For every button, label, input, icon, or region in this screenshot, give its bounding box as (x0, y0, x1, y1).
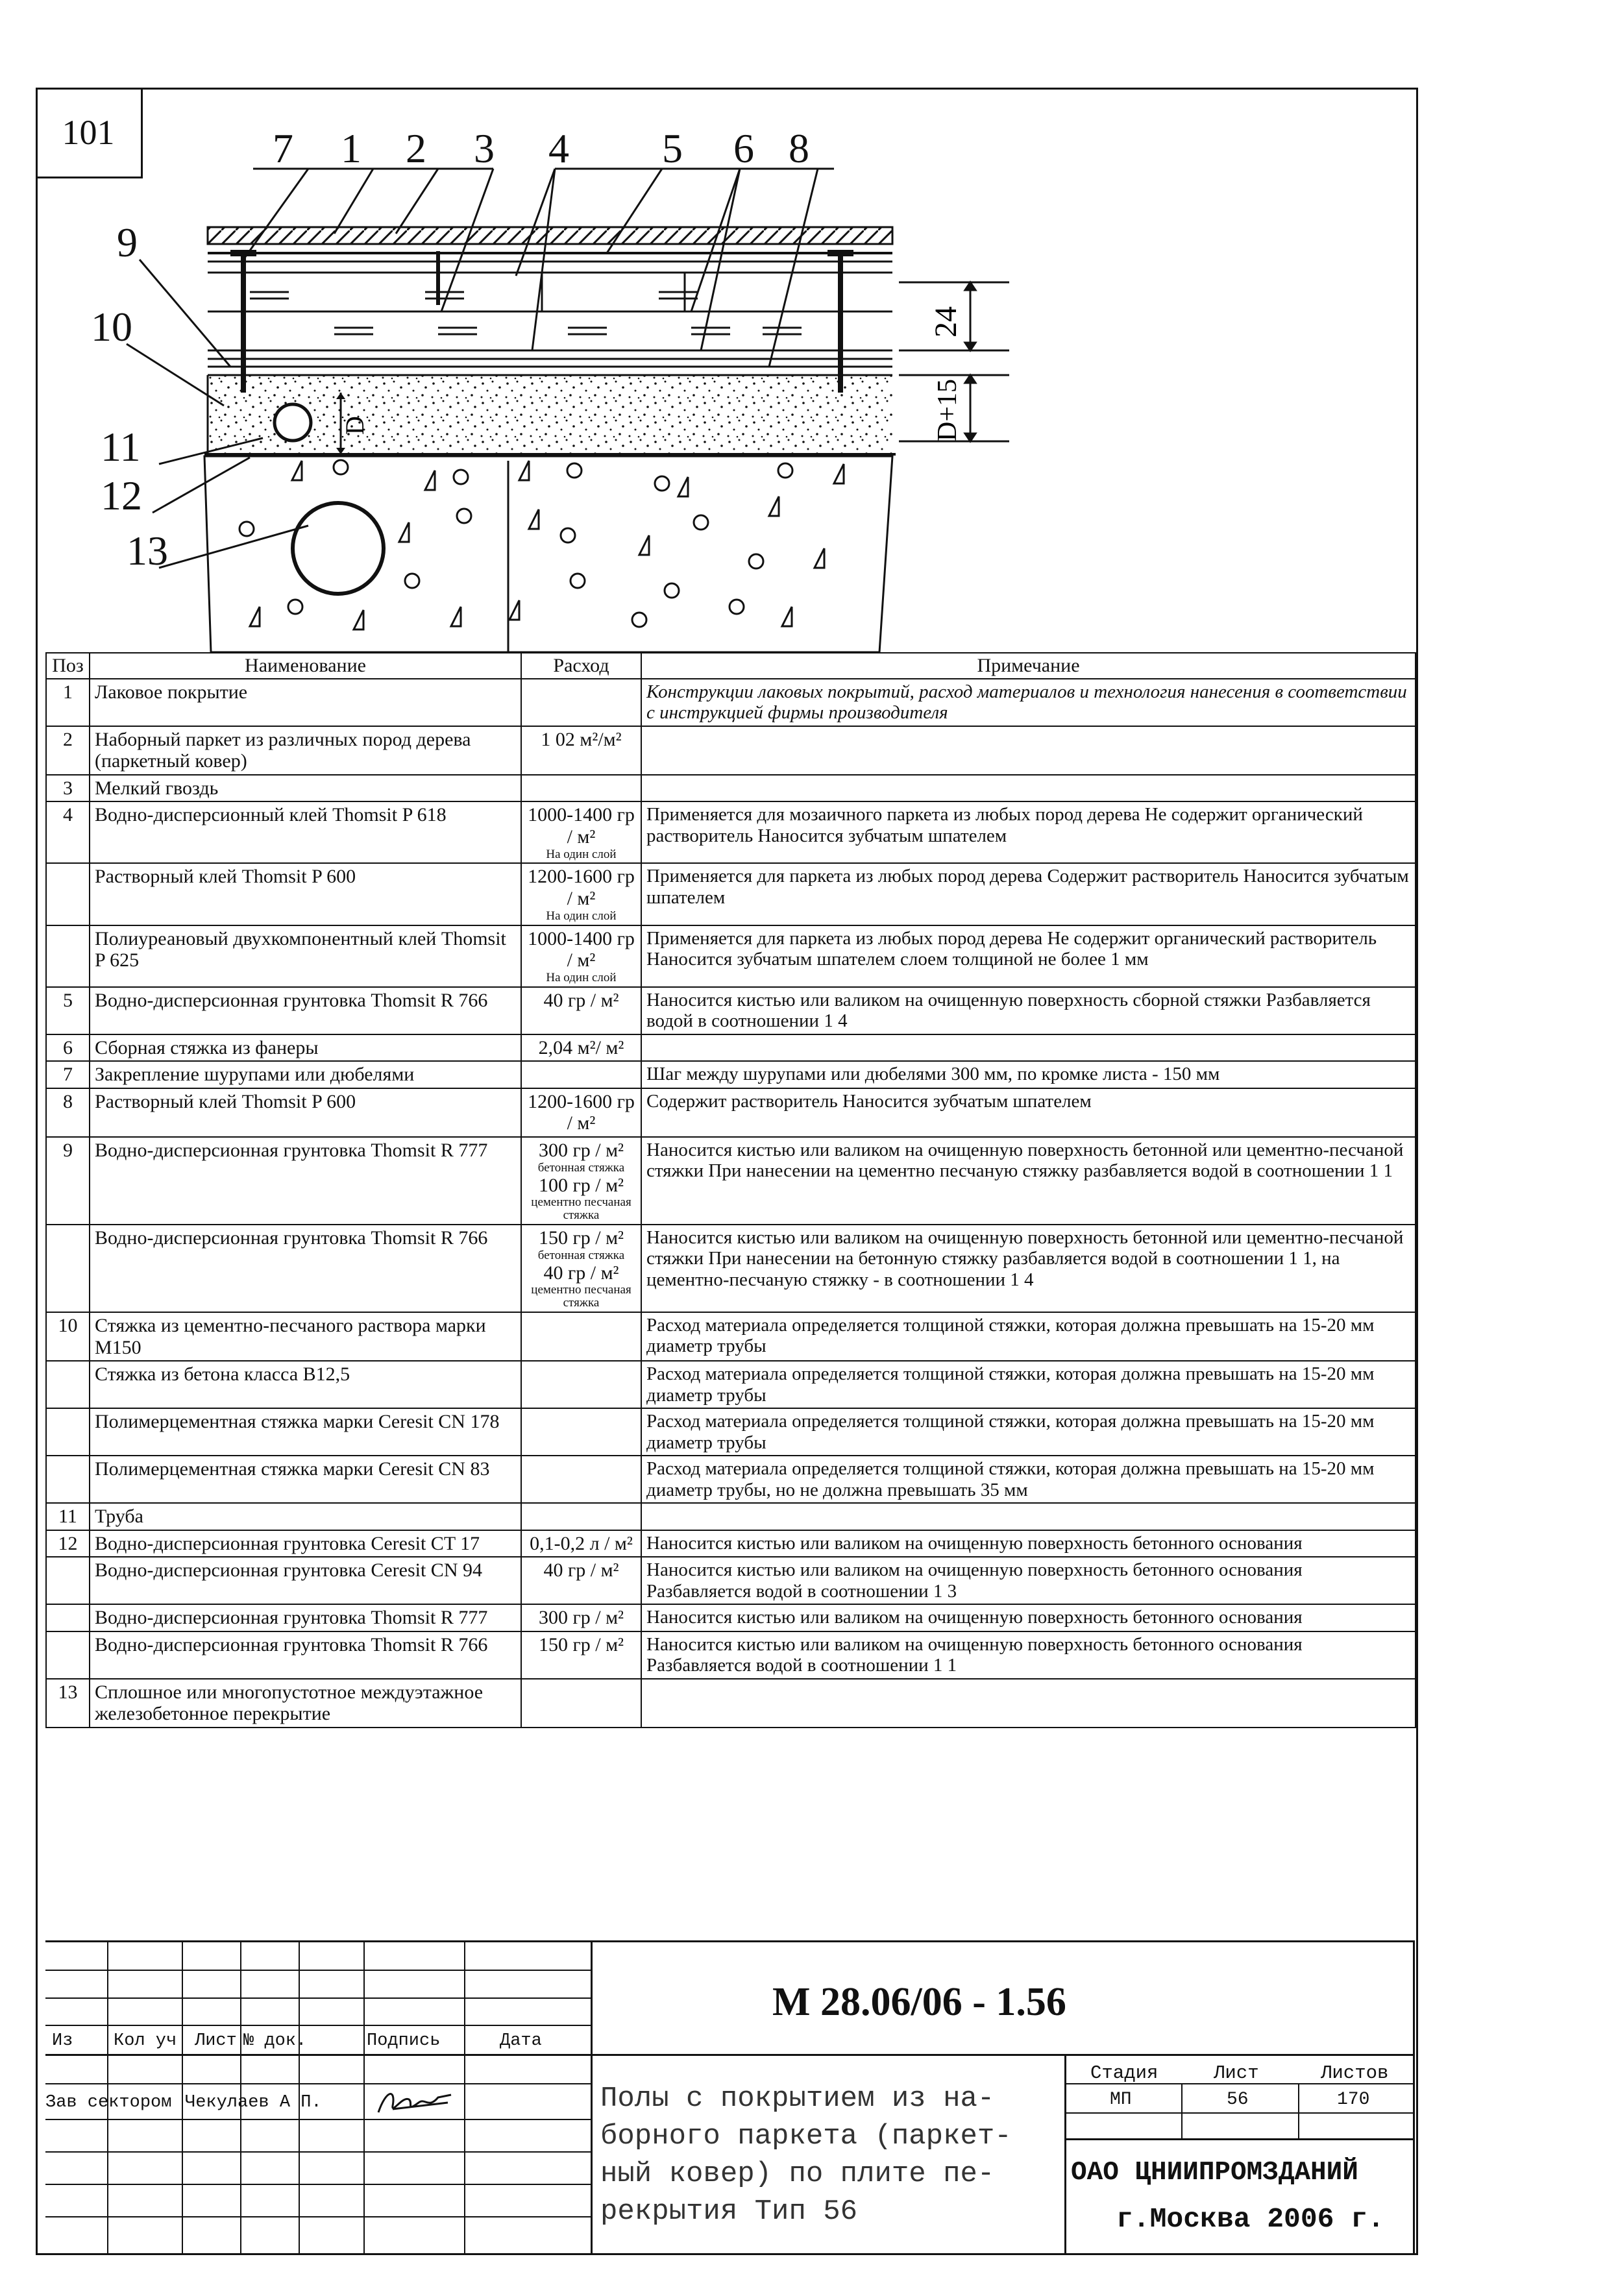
callout-12: 12 (101, 472, 142, 519)
callout-1: 1 (341, 125, 362, 171)
row-pos: 2 (46, 726, 90, 775)
col-sign: Подпись (367, 2031, 441, 2051)
row-amount: 2,04 м²/ м² (521, 1034, 641, 1062)
row-note (641, 1679, 1416, 1728)
row-pos (46, 1557, 90, 1604)
row-amount: 1 02 м²/м² (521, 726, 641, 775)
row-amount: 150 гр / м² бетонная стяжка 40 гр / м² цементно песчаная стяжка (521, 1225, 641, 1312)
header-note: Примечание (641, 653, 1416, 679)
row-amount (521, 1456, 641, 1503)
table-row (46, 801, 1416, 863)
row-amount: 1200-1600 гр / м² (521, 1088, 641, 1137)
sheet-label: Лист (1214, 2062, 1259, 2084)
pipe-diameter-label: D (340, 416, 369, 435)
sheets-label: Листов (1321, 2062, 1389, 2084)
header-name: Наименование (90, 653, 521, 679)
row-pos: 10 (46, 1312, 90, 1361)
row-name: Растворный клей Thomsit P 600 (90, 1088, 521, 1137)
callout-11: 11 (101, 424, 141, 470)
table-row (46, 1503, 1416, 1530)
callout-2: 2 (406, 125, 426, 171)
row-pos (46, 863, 90, 925)
row-name: Полиуреановый двухкомпонентный клей Thomsit P 625 (90, 925, 521, 987)
row-name: Сборная стяжка из фанеры (90, 1034, 521, 1062)
role-label: Зав сектором (45, 2093, 172, 2112)
row-pos: 8 (46, 1088, 90, 1137)
col-iz: Из (52, 2031, 73, 2051)
row-name: Полимерцементная стяжка марки Ceresit CN 178 (90, 1408, 521, 1456)
row-name: Водно-дисперсионная грунтовка Thomsit R 766 (90, 1631, 521, 1679)
row-name: Труба (90, 1503, 521, 1530)
callout-8: 8 (789, 125, 809, 171)
table-row (46, 1088, 1416, 1137)
row-pos: 6 (46, 1034, 90, 1062)
table-row (46, 1034, 1416, 1062)
row-note: Применяется для паркета из любых пород дерева Не содержит органический растворитель Наносится зубчатым шпателем слоем толщиной не более 1 мм (641, 925, 1416, 987)
dimension-lines (965, 282, 975, 441)
row-amount (521, 1503, 641, 1530)
city-year: г.Москва 2006 г. (1116, 2203, 1384, 2235)
row-name: Водно-дисперсионная грунтовка Thomsit R 777 (90, 1604, 521, 1631)
table-row (46, 1631, 1416, 1679)
header-pos: Поз (46, 653, 90, 679)
sheets-value: 170 (1337, 2090, 1370, 2110)
row-note (641, 1034, 1416, 1062)
table-row (46, 925, 1416, 987)
row-name: Водно-дисперсионная грунтовка Thomsit R 777 (90, 1137, 521, 1225)
row-name: Водно-дисперсионная грунтовка Thomsit R 766 (90, 1225, 521, 1312)
row-amount (521, 775, 641, 802)
callout-10: 10 (91, 304, 132, 350)
row-name: Водно-дисперсионная грунтовка Ceresit CT 17 (90, 1530, 521, 1557)
row-pos: 7 (46, 1061, 90, 1088)
table-row (46, 987, 1416, 1034)
title-block (45, 1940, 1415, 2255)
callout-3: 3 (474, 125, 495, 171)
table-row (46, 775, 1416, 802)
row-name: Сплошное или многопустотное междуэтажное железобетонное перекрытие (90, 1679, 521, 1728)
layer-slab (204, 456, 892, 652)
col-list: Лист (195, 2031, 237, 2051)
row-name: Растворный клей Thomsit P 600 (90, 863, 521, 925)
row-note: Наносится кистью или валиком на очищенную поверхность бетонного основания Разбавляется водой в соотношении 1 3 (641, 1557, 1416, 1604)
row-amount: 1000-1400 гр / м² На один слой (521, 801, 641, 863)
table-row (46, 1137, 1416, 1225)
row-pos (46, 1408, 90, 1456)
table-row (46, 1225, 1416, 1312)
drawing-title: Полы с покрытием из на- борного паркета (паркет- ный ковер) по плите пе- рекрытия Тип 56 (600, 2082, 1012, 2228)
callout-9: 9 (117, 219, 138, 265)
table-row (46, 726, 1416, 775)
specification-table (45, 652, 1416, 1728)
row-note: Применяется для паркета из любых пород дерева Содержит растворитель Наносится зубчатым шпателем (641, 863, 1416, 925)
table-row (46, 1408, 1416, 1456)
row-note: Наносится кистью или валиком на очищенную поверхность сборной стяжки Разбавляется водой в соотношении 1 4 (641, 987, 1416, 1034)
row-name: Стяжка из бетона класса В12,5 (90, 1361, 521, 1408)
row-amount: 300 гр / м² (521, 1604, 641, 1631)
callout-6: 6 (733, 125, 754, 171)
row-amount: 0,1-0,2 л / м² (521, 1530, 641, 1557)
row-note (641, 775, 1416, 802)
row-pos: 5 (46, 987, 90, 1034)
col-kol-uch: Кол уч (114, 2031, 177, 2051)
row-pos: 11 (46, 1503, 90, 1530)
header-amount: Расход (521, 653, 641, 679)
table-row (46, 679, 1416, 726)
row-note: Наносится кистью или валиком на очищенную поверхность бетонной или цементно-песчаной стяжки При нанесении на цементно песчаную стяжку разбавляется водой в соотношении 1 1 (641, 1137, 1416, 1225)
document-code: М 28.06/06 - 1.56 (772, 1980, 1066, 2024)
row-pos: 4 (46, 801, 90, 863)
sheet-number: 101 (36, 88, 143, 178)
row-amount (521, 1312, 641, 1361)
dimension-24-label: 24 (929, 306, 963, 337)
row-name: Полимерцементная стяжка марки Ceresit CN 83 (90, 1456, 521, 1503)
row-name: Водно-дисперсионный клей Thomsit P 618 (90, 801, 521, 863)
row-pos (46, 1631, 90, 1679)
row-name: Закрепление шурупами или дюбелями (90, 1061, 521, 1088)
row-note (641, 1503, 1416, 1530)
table-row (46, 1361, 1416, 1408)
col-date: Дата (500, 2031, 542, 2051)
row-note: Шаг между шурупами или дюбелями 300 мм, по кромке листа - 150 мм (641, 1061, 1416, 1088)
row-note: Расход материала определяется толщиной стяжки, которая должна превышать на 15-20 мм диаметр трубы (641, 1312, 1416, 1361)
row-amount: 40 гр / м² (521, 987, 641, 1034)
row-amount (521, 679, 641, 726)
layer-lacquer-parquet (208, 227, 892, 262)
organization: ОАО ЦНИИПРОМЗДАНИЙ (1071, 2158, 1358, 2188)
row-pos (46, 925, 90, 987)
row-name: Наборный паркет из различных пород дерева (паркетный ковер) (90, 726, 521, 775)
row-amount (521, 1361, 641, 1408)
callout-13: 13 (127, 528, 168, 574)
row-pos: 1 (46, 679, 90, 726)
stage-value: МП (1110, 2090, 1132, 2110)
row-amount (521, 1679, 641, 1728)
row-amount: 40 гр / м² (521, 1557, 641, 1604)
row-amount: 1200-1600 гр / м² На один слой (521, 863, 641, 925)
row-name: Лаковое покрытие (90, 679, 521, 726)
col-doc: № док. (243, 2031, 307, 2051)
row-amount: 300 гр / м² бетонная стяжка 100 гр / м² цементно песчаная стяжка (521, 1137, 641, 1225)
table-row (46, 1312, 1416, 1361)
row-amount (521, 1061, 641, 1088)
row-pos (46, 1456, 90, 1503)
row-note: Применяется для мозаичного паркета из любых пород дерева Не содержит органический растворитель Наносится зубчатым шпателем (641, 801, 1416, 863)
row-note (641, 726, 1416, 775)
table-body (46, 679, 1416, 1728)
row-name: Водно-дисперсионная грунтовка Thomsit R 766 (90, 987, 521, 1034)
layer-screed (204, 375, 896, 454)
row-amount (521, 1408, 641, 1456)
row-pos: 9 (46, 1137, 90, 1225)
table-row (46, 1456, 1416, 1503)
row-note: Наносится кистью или валиком на очищенную поверхность бетонного основания (641, 1530, 1416, 1557)
row-pos: 12 (46, 1530, 90, 1557)
row-note: Наносится кистью или валиком на очищенную поверхность бетонного основания Разбавляется водой в соотношении 1 1 (641, 1631, 1416, 1679)
table-header (46, 653, 1416, 679)
person-name: Чекулаев А П. (185, 2093, 322, 2112)
row-pos: 13 (46, 1679, 90, 1728)
row-note: Наносится кистью или валиком на очищенную поверхность бетонной или цементно-песчаной стяжки При нанесении на бетонную стяжку разбавляется водой в соотношении 1 1, на цементно-песчаную стяжку - в соотношении 1 4 (641, 1225, 1416, 1312)
row-name: Стяжка из цементно-песчаного раствора марки М150 (90, 1312, 521, 1361)
row-pos (46, 1361, 90, 1408)
signature (373, 2083, 458, 2119)
dimension-d15-label: D+15 (933, 378, 962, 441)
stage-label: Стадия (1090, 2062, 1158, 2084)
row-pos (46, 1225, 90, 1312)
row-name: Мелкий гвоздь (90, 775, 521, 802)
callout-7: 7 (273, 125, 293, 171)
callout-4: 4 (548, 125, 569, 171)
table-row (46, 863, 1416, 925)
floor-heating-pipe (275, 404, 311, 441)
row-note: Содержит растворитель Наносится зубчатым шпателем (641, 1088, 1416, 1137)
callout-5: 5 (662, 125, 683, 171)
table-row (46, 1530, 1416, 1557)
row-amount: 1000-1400 гр / м² На один слой (521, 925, 641, 987)
sheet-value: 56 (1227, 2090, 1249, 2110)
row-pos (46, 1604, 90, 1631)
table-row (46, 1557, 1416, 1604)
row-note: Расход материала определяется толщиной стяжки, которая должна превышать на 15-20 мм диаметр трубы (641, 1408, 1416, 1456)
row-name: Водно-дисперсионная грунтовка Ceresit CN 94 (90, 1557, 521, 1604)
row-note: Наносится кистью или валиком на очищенную поверхность бетонного основания (641, 1604, 1416, 1631)
floor-section-drawing (36, 88, 1418, 672)
row-amount: 150 гр / м² (521, 1631, 641, 1679)
table-row (46, 1061, 1416, 1088)
layer-plywood (208, 250, 892, 393)
row-note: Расход материала определяется толщиной стяжки, которая должна превышать на 15-20 мм диаметр трубы (641, 1361, 1416, 1408)
row-note: Конструкции лаковых покрытий, расход материалов и технология нанесения в соответствии с инструкцией фирмы производителя (641, 679, 1416, 726)
row-note: Расход материала определяется толщиной стяжки, которая должна превышать на 15-20 мм диаметр трубы, но не должна превышать 35 мм (641, 1456, 1416, 1503)
table-row (46, 1604, 1416, 1631)
row-pos: 3 (46, 775, 90, 802)
table-row (46, 1679, 1416, 1728)
